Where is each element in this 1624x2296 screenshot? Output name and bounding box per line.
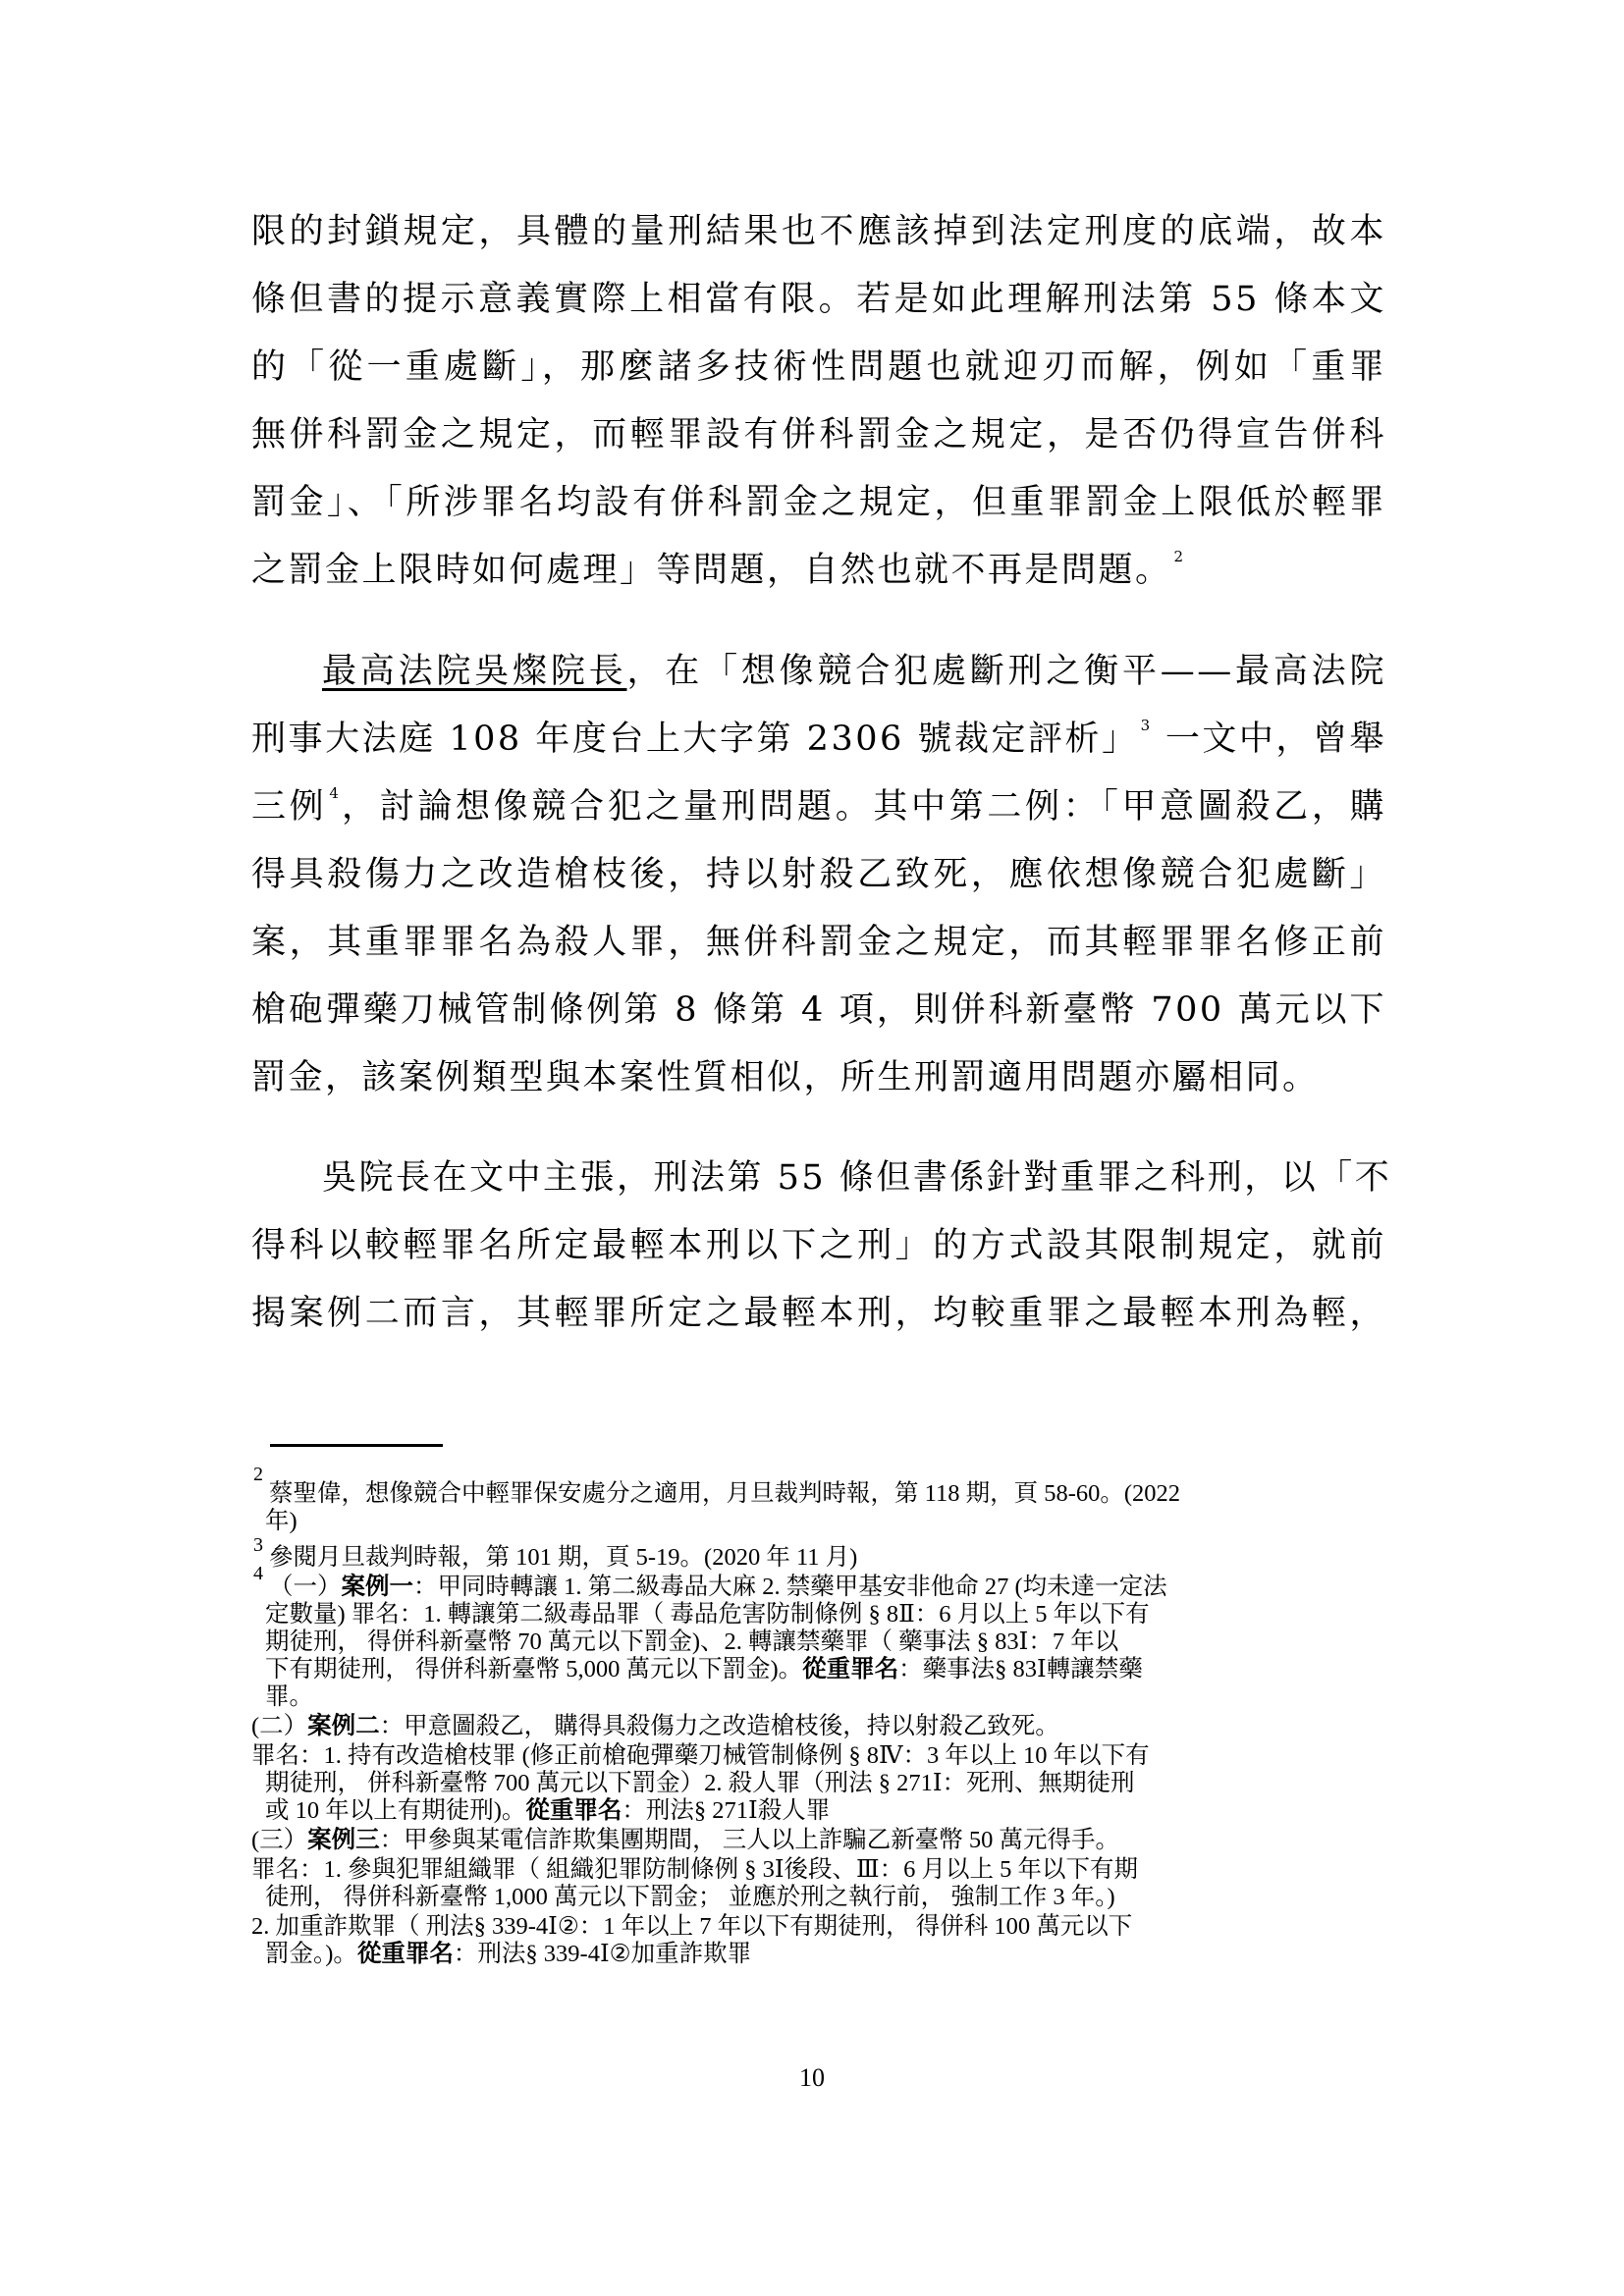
footnote-line	[251, 1713, 1059, 1740]
case-label: 案例二	[307, 1713, 380, 1739]
paragraph-line: 得科以較輕罪名所定最輕本刑以下之刑」的方式設其限制規定，就前	[251, 1226, 1386, 1265]
footnote-line	[251, 1827, 1119, 1854]
text: 刑事大法庭 108 年度台上大字第 2306 號裁定評析」	[251, 720, 1139, 759]
paragraph-line	[251, 777, 1386, 836]
footnote-line	[265, 1941, 751, 1968]
label-bold: 從重罪名	[356, 1941, 454, 1967]
footnote-line: 罪。	[265, 1683, 313, 1710]
author-name-underlined: 最高法院吳燦院長	[322, 652, 627, 691]
footnote-ref-4[interactable]: 4	[329, 784, 339, 802]
paragraph-line: 案，其重罪罪名為殺人罪，無併科罰金之規定，而其輕罪罪名修正前	[251, 923, 1386, 962]
text: 一文中，曾舉	[1152, 720, 1386, 759]
footnote-line	[269, 1574, 1167, 1601]
footnote-separator	[270, 1444, 443, 1447]
text: 或 10 年以上有期徒刑)。	[265, 1797, 526, 1824]
paragraph-line	[322, 642, 1386, 701]
text: ：刑法§ 271Ⅰ殺人罪	[622, 1797, 831, 1824]
paragraph-line: 槍砲彈藥刀械管制條例第 8 條第 4 項，則併科新臺幣 700 萬元以下	[251, 990, 1386, 1030]
footnote-line: 定數量) 罪名：1. 轉讓第二級毒品罪（ 毒品危害防制條例 § 8Ⅱ：6 月以上 5 年以下有	[265, 1601, 1150, 1628]
text: 之罰金上限時如何處理」等問題，自然也就不再是問題。	[251, 551, 1172, 590]
footnote-number-3: 3	[253, 1534, 263, 1556]
text: 下有期徒刑， 得併科新臺幣 5,000 萬元以下罰金)。	[265, 1656, 803, 1682]
paragraph-line	[251, 710, 1386, 769]
footnote-line: 蔡聖偉，想像競合中輕罪保安處分之適用，月旦裁判時報，第 118 期，頁 58-60。(2022	[269, 1480, 1181, 1507]
text: ：甲同時轉讓 1. 第二級毒品大麻 2. 禁藥甲基安非他命 27 (均未達一定法	[413, 1574, 1167, 1600]
footnote-line: 徒刑， 得併科新臺幣 1,000 萬元以下罰金； 並應於刑之執行前， 強制工作 3 年。)	[265, 1884, 1115, 1910]
footnote-line: 期徒刑， 得併科新臺幣 70 萬元以下罰金)、2. 轉讓禁藥罪（ 藥事法 § 83Ⅰ：7 年以	[265, 1629, 1119, 1655]
footnote-line: 參閱月旦裁判時報，第 101 期，頁 5-19。(2020 年 11 月)	[269, 1544, 858, 1571]
case-prefix: （一）	[269, 1574, 342, 1600]
footnote-ref-2[interactable]: 2	[1173, 548, 1184, 565]
paragraph-line: 限的封鎖規定，具體的量刑結果也不應該掉到法定刑度的底端，故本	[251, 212, 1386, 251]
paragraph-line: 吳院長在文中主張，刑法第 55 條但書係針對重罪之科刑，以「不	[322, 1158, 1392, 1198]
paragraph-line: 揭案例二而言，其輕罪所定之最輕本刑，均較重罪之最輕本刑為輕，	[251, 1294, 1386, 1333]
case-prefix: (二）	[251, 1713, 308, 1739]
footnote-line	[265, 1656, 1143, 1683]
footnote-line: 罪名：1. 持有改造槍枝罪 (修正前槍砲彈藥刀械管制條例 § 8Ⅳ：3 年以上 10 年以下有	[251, 1742, 1150, 1769]
paragraph-line: 罰金，該案例類型與本案性質相似，所生刑罰適用問題亦屬相同。	[251, 1058, 1320, 1097]
text: ：甲意圖殺乙， 購得具殺傷力之改造槍枝後，持以射殺乙致死。	[379, 1713, 1059, 1739]
paragraph-line: 無併科罰金之規定，而輕罪設有併科罰金之規定，是否仍得宣告併科	[251, 415, 1386, 454]
case-label: 案例三	[307, 1827, 380, 1853]
text: ：刑法§ 339-4Ⅰ②加重詐欺罪	[453, 1941, 752, 1967]
label-bold: 從重罪名	[525, 1797, 623, 1824]
case-label: 案例一	[341, 1574, 413, 1600]
text: ：甲參與某電信詐欺集團期間， 三人以上詐騙乙新臺幣 50 萬元得手。	[379, 1827, 1120, 1853]
paragraph-line: 的「從一重處斷」，那麼諸多技術性問題也就迎刃而解，例如「重罪	[251, 347, 1386, 387]
paragraph-line: 得具殺傷力之改造槍枝後，持以射殺乙致死，應依想像競合犯處斷」	[251, 855, 1386, 894]
footnote-line	[265, 1797, 830, 1825]
label-bold: 從重罪名	[802, 1656, 899, 1682]
paragraph-line	[251, 541, 1185, 600]
footnote-line: 罪名：1. 參與犯罪組織罪（ 組織犯罪防制條例 § 3Ⅰ後段、Ⅲ：6 月以上 5 年以下有期	[251, 1856, 1139, 1883]
text: 罰金。)。	[265, 1941, 357, 1967]
footnote-line: 2. 加重詐欺罪（ 刑法§ 339-4Ⅰ②：1 年以上 7 年以下有期徒刑， 得併科 100 萬元以下	[251, 1913, 1133, 1940]
text: ：藥事法§ 83Ⅰ轉讓禁藥	[898, 1656, 1143, 1682]
footnote-line: 期徒刑， 併科新臺幣 700 萬元以下罰金）2. 殺人罪（刑法 § 271Ⅰ：死刑、無期徒刑	[265, 1770, 1135, 1796]
paragraph-line: 條但書的提示意義實際上相當有限。若是如此理解刑法第 55 條本文	[251, 280, 1386, 319]
footnote-line: 年)	[265, 1508, 298, 1534]
text: 三例	[251, 787, 328, 827]
paragraph-line: 罰金」、「所涉罪名均設有併科罰金之規定，但重罪罰金上限低於輕罪	[251, 483, 1386, 522]
text: ，在「想像競合犯處斷刑之衡平——最高法院	[626, 652, 1386, 691]
footnote-ref-3[interactable]: 3	[1140, 717, 1151, 734]
footnote-number-2: 2	[253, 1464, 263, 1485]
text: ，討論想像競合犯之量刑問題。其中第二例：「甲意圖殺乙，購	[340, 787, 1386, 827]
page-number: 10	[799, 2063, 825, 2092]
footnote-number-4: 4	[253, 1563, 263, 1584]
case-prefix: (三）	[251, 1827, 308, 1853]
